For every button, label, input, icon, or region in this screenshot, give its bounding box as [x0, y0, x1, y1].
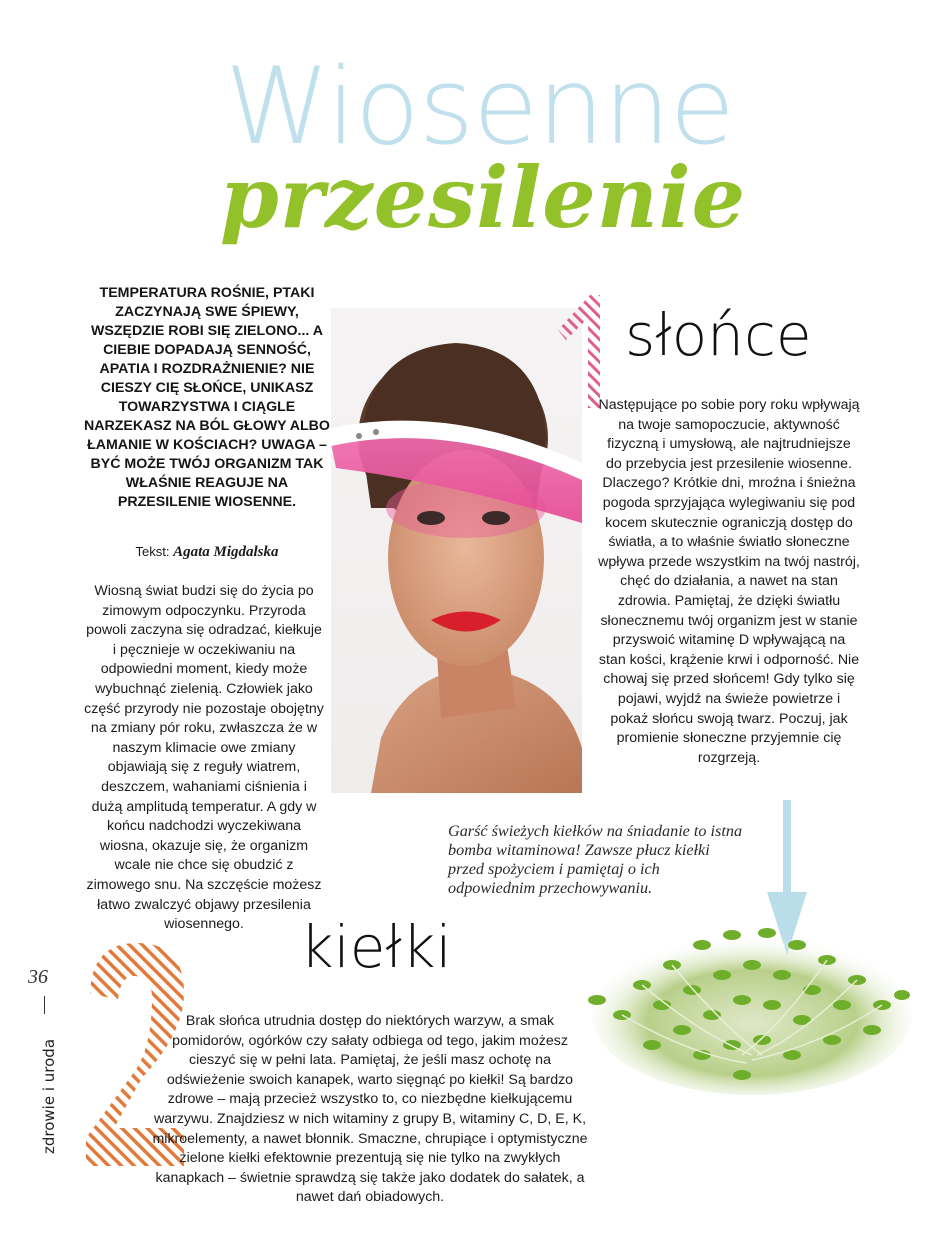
sprouts-photo: [582, 905, 912, 1105]
intro-paragraph: Wiosną świat budzi się do życia po zimowym odpoczynku. Przyroda powoli zaczyna się odradzać, kiełkuje i pęcznieje w oczekiwaniu na odpowiedni moment, kiedy może wybuchnąć zielenią. Człowiek jako część przyrody nie pozostaje obojętny na zmiany pór roku, zwłaszcza że w naszym klimacie owe zmiany objawiają się z reguły wiatrem, deszczem, wahaniami ciśnienia i dużą amplitudą temperatur. A gdy w końcu nadchodzi wyczekiwana wiosna, okazuje się, że organizm wcale nie chce się obudzić z zimowego snu. Na szczęście możesz łatwo zwalczyć objawy przesilenia wiosennego.: [84, 583, 324, 933]
section2-text: Brak słońca utrudnia dostęp do niektórych warzyw, a smak pomidorów, ogórków czy sałaty odbiega od tego, jakim możesz cieszyć się w pełni lata. Pamiętaj, że jeśli masz ochotę na odświeżenie swoich kanapek, warto sięgnąć po kiełki! Są bardzo zdrowe – mają przecież wszystko to, co niezbędne kiełkującemu warzywu. Znajdziesz w nich witaminy z grupy B, witaminy C, D, E, K, mikroelementy, a nawet błonnik. Smaczne, chrupiące i optymistyczne zielone kiełki efektownie prezentują się nie tylko na zwykłych kanapkach – świetnie sprawdzą się także jako dodatek do sałatek, a nawet dań obiadowych.: [152, 1013, 588, 1206]
title-line-1: Wiosenne: [225, 45, 734, 168]
number-one-stripes: [548, 290, 608, 410]
lead-paragraph: TEMPERATURA ROŚNIE, PTAKI ZACZYNAJĄ SWE ŚPIEWY, WSZĘDZIE ROBI SIĘ ZIELONO... A CIEBIE DOPADAJĄ SENNOŚĆ, APATIA I ROZDRAŻNIENIE? NIE CIESZY CIĘ SŁOŃCE, UNIKASZ TOWARZYSTWA I CIĄGLE NARZEKASZ NA BÓL GŁOWY ALBO ŁAMANIE W KOŚCIACH? UWAGA – BYĆ MOŻE TWÓJ ORGANIZM TAK WŁAŚNIE REAGUJE NA PRZESILENIE WIOSENNE.: [84, 285, 330, 510]
byline-author: Agata Migdalska: [173, 544, 279, 560]
byline: [82, 544, 332, 561]
title-line-2: przesilenie: [220, 148, 747, 247]
pull-quote: Garść świeżych kiełków na śniadanie to istna bomba witaminowa! Zawsze płucz kiełki przed spożyciem i pamiętaj o ich odpowiednim przechowywaniu.: [448, 822, 743, 897]
woman-visor-illustration: [331, 308, 582, 793]
woman-visor-photo: [331, 308, 582, 793]
section1-heading: słońce: [625, 301, 812, 369]
side-divider: [44, 996, 45, 1014]
page-number: 36: [28, 966, 48, 988]
section-label-text: zdrowie i uroda: [40, 1038, 58, 1154]
section2-heading: kiełki: [300, 913, 452, 981]
section-label: [40, 1020, 60, 1160]
byline-label: Tekst:: [135, 544, 170, 559]
section1-text: Następujące po sobie pory roku wpływają na twoje samopoczucie, aktywność fizyczną i umysłową, ale najtrudniejsze do przebycia jest przesilenie wiosenne. Dlaczego? Krótkie dni, mroźna i śnieżna pogoda sprzyjająca wylegiwaniu się pod kocem skutecznie ograniczją dostęp do światła, a to właśnie światło słoneczne wpływa przede wszystkim na twój nastrój, chęć do działania, a nawet na stan zdrowia. Pamiętaj, że dzięki światłu słonecznemu twój organizm jest w stanie przyswoić witaminę D wpływającą na stan kości, krążenie krwi i odporność. Nie chowaj się przed słońcem! Gdy tylko się pojawi, wyjdź na świeże powietrze i pokaż słońcu swoją twarz. Poczuj, jak promienie słoneczne przyjemnie cię rozgrzeją.: [598, 397, 860, 766]
